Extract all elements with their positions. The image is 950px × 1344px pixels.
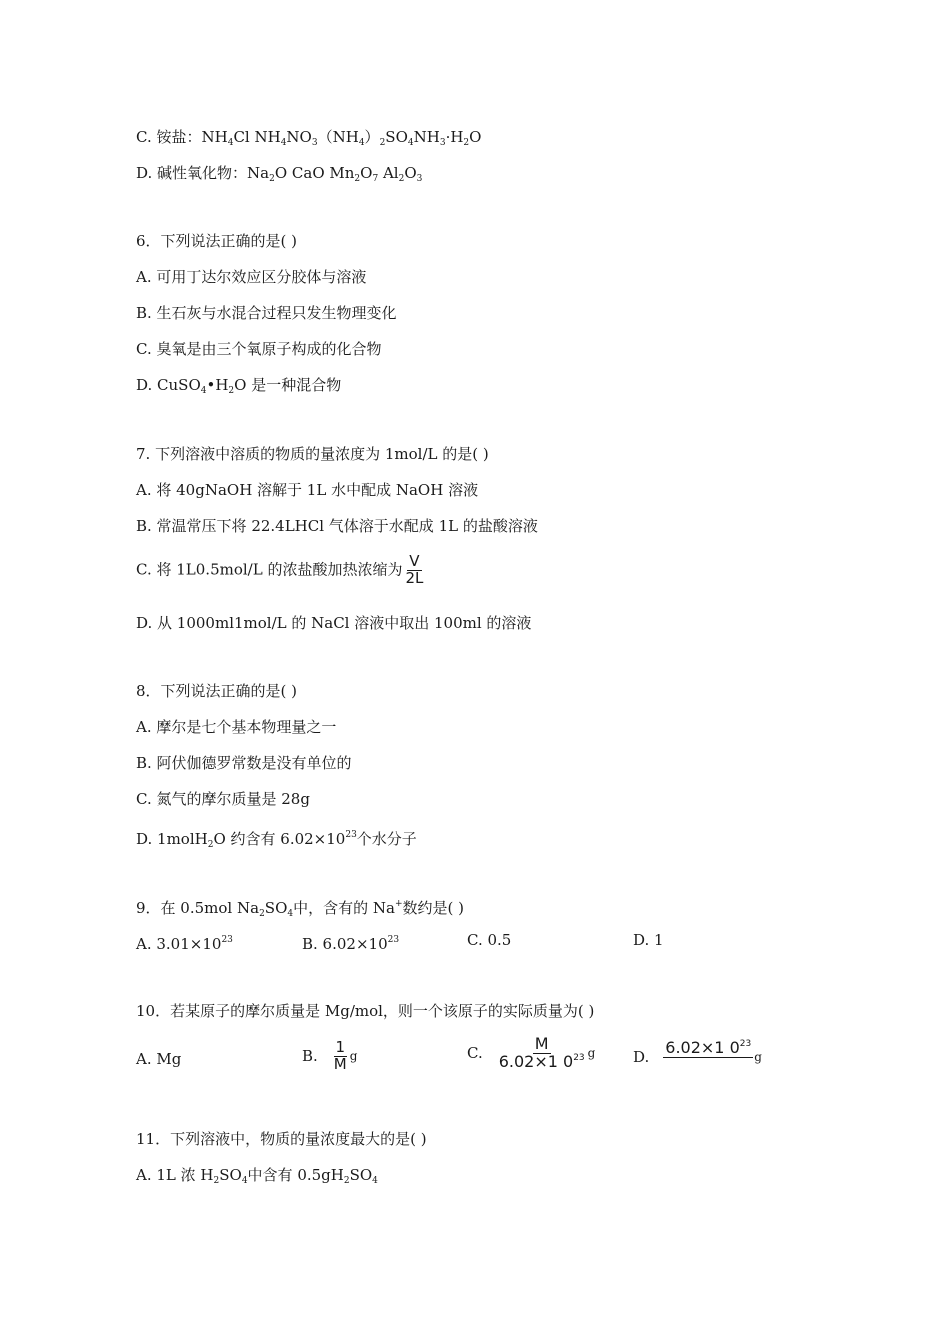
q11-stem: 11．下列溶液中，物质的量浓度最大的是( ): [136, 1130, 427, 1148]
q10-option-b: B. $\frac{1}{M}$ g: [302, 1038, 358, 1073]
q6-option-a: A. 可用丁达尔效应区分胶体与溶液: [136, 268, 367, 286]
q5-option-c: C. 铵盐：$NH_4Cl$ $NH_4NO_3(NH_4)_2SO_4NH_3\cdot H_2O$: [136, 128, 482, 148]
fraction-1-over-m: $\frac{1}{M}$: [333, 1038, 347, 1073]
q10-stem: 10．若某原子的摩尔质量是 Mg/mol，则一个该原子的实际质量为( ): [136, 1002, 595, 1020]
q10-option-c: C. $\frac{M}{6.02\times 1 0^{23}}$ g: [467, 1034, 596, 1071]
fraction-m-over-avogadro: $\frac{M}{6.02\times 1 0^{23}}$: [498, 1034, 585, 1071]
q6-option-b: B. 生石灰与水混合过程只发生物理变化: [136, 304, 397, 322]
q8-option-b: B. 阿伏伽德罗常数是没有单位的: [136, 754, 352, 772]
q5-option-d: D. 碱性氧化物：$Na_2O$ CaO $Mn_2O_7$ $Al_2O_3$: [136, 164, 423, 184]
q8-option-d: D. 1molH$_2$O 约含有 $6.02\times 10^{23}$个水分子: [136, 830, 417, 850]
q8-option-c: C. 氮气的摩尔质量是 28g: [136, 790, 310, 808]
q7-option-b: B. 常温常压下将 22.4LHCl 气体溶于水配成 1L 的盐酸溶液: [136, 517, 538, 535]
q7-stem: 7. 下列溶液中溶质的物质的量浓度为 1mol/L 的是( ): [136, 445, 489, 463]
q6-option-d: D. $CuSO_4•H_2O$ 是一种混合物: [136, 376, 342, 396]
q9-option-b: B. $6.02\times 10^{23}$: [302, 935, 400, 953]
fraction-v-over-2l: $\frac{V}{2L}$: [405, 552, 424, 587]
q6-stem: 6．下列说法正确的是( ): [136, 232, 298, 250]
q8-option-a: A. 摩尔是七个基本物理量之一: [136, 718, 337, 736]
q10-option-a: A. Mg: [136, 1050, 182, 1068]
q7-option-c: C. 将 1L0.5mol/L 的浓盐酸加热浓缩为 $\frac{V}{2L}$: [136, 552, 424, 587]
fraction-avogadro-over-blank: 6.02×1 $0^{23}$: [665, 1038, 752, 1057]
q10-option-d: D. 6.02×1 $0^{23}$ g: [633, 1040, 762, 1075]
q9-option-d: D. 1: [633, 931, 664, 949]
q7-option-a: A. 将 40gNaOH 溶解于 1L 水中配成 NaOH 溶液: [136, 481, 479, 499]
q6-option-c: C. 臭氧是由三个氧原子构成的化合物: [136, 340, 382, 358]
q11-option-a: A. 1L 浓 $H_2SO_4$中含有 $0.5gH_2SO_4$: [136, 1166, 378, 1186]
q9-option-a: A. $3.01\times 10^{23}$: [136, 935, 233, 953]
q9-option-c: C. 0.5: [467, 931, 512, 949]
q9-stem: 9．在 0.5mol $Na_2SO_4$中，含有的 Na+数约是( ): [136, 899, 464, 919]
q8-stem: 8．下列说法正确的是( ): [136, 682, 298, 700]
q7-option-d: D. 从 1000ml1mol/L 的 NaCl 溶液中取出 100ml 的溶液: [136, 614, 532, 632]
